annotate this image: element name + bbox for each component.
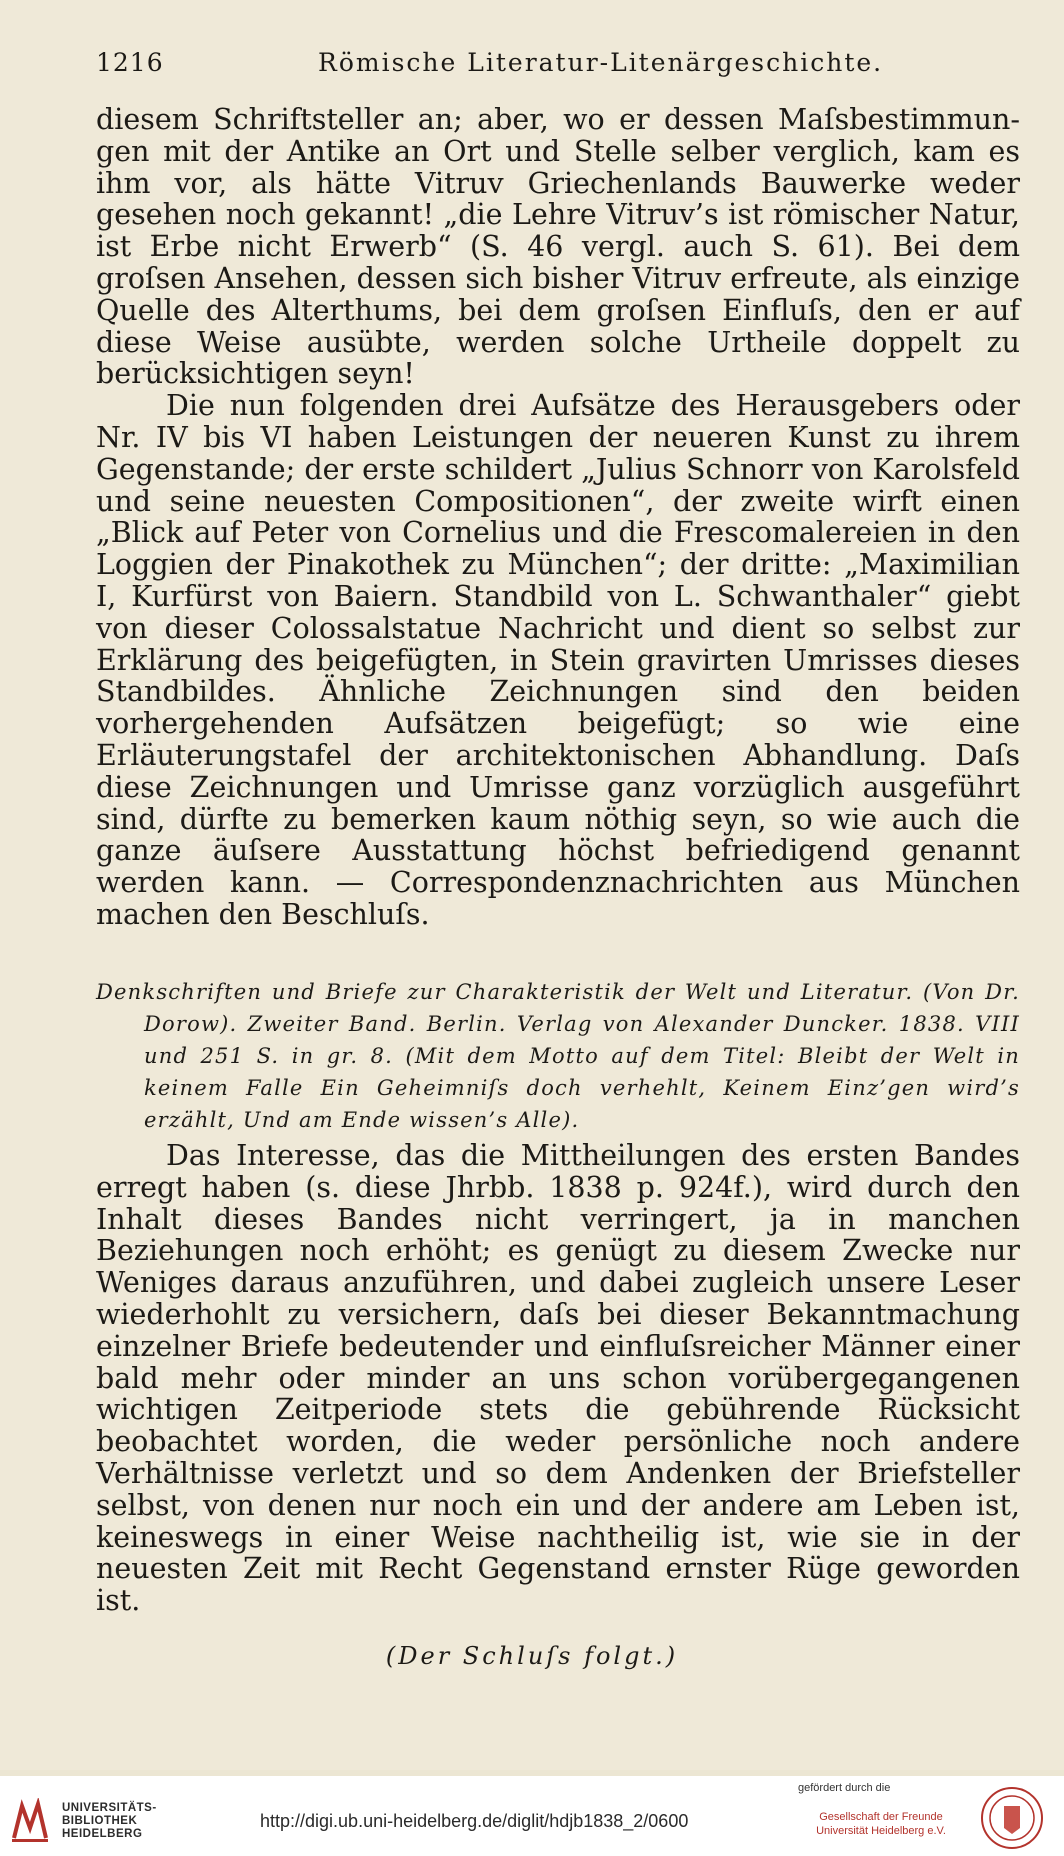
main-text (96, 104, 1020, 931)
review-paragraph: Das Interesse, das die Mittheilungen des ersten Bandes erregt haben (s. diese Jhrbb. 1838 p. 924f.), wird durch den Inhalt dieses Bandes nicht verringert, ja in manchen Beziehungen noch erhöht; es genügt zu diesem Zwecke nur Weniges daraus anzuführen, und dabei zugleich unsere Leser wiederhohlt zu versichern, daſs bei dieser Bekanntmachung einzelner Briefe bedeutender und einfluſsreicher Männer einer bald mehr oder minder an uns schon vorübergegangenen wichtigen Zeitperiode stets die gebührende Rücksicht beobachtet worden, die weder persönliche noch andere Verhältnisse verletzt und so dem Andenken der Briefsteller selbst, von denen nur noch ein und der andere am Leben ist, keineswegs in einer Weise nachtheilig ist, wie sie in der neuesten Zeit mit Recht Gegenstand ernster Rüge geworden ist. (96, 1139, 1020, 1618)
sponsor-label: gefördert durch die (798, 1782, 891, 1794)
paragraph-1: diesem Schriftsteller an; aber, wo er dessen Maſsbestimmungen mit der Antike an Ort und Stelle selber verglich, kam es ihm vor, als hätte Vitruv Griechenlands Bauwerke weder gesehen noch gekannt! „die Lehre Vitruv’s ist römischer Natur, ist Erbe nicht Erwerb“ (S. 46 vergl. auch S. 61). Bei dem groſsen Ansehen, dessen sich bisher Vitruv erfreute, als einzige Quelle des Alterthums, bei dem groſsen Einfluſs, den er auf diese Weise ausübte, werden solche Urtheile doppelt zu berücksichtigen seyn! (96, 103, 1020, 391)
sponsor-name[interactable] (796, 1810, 966, 1838)
library-name (62, 1802, 157, 1841)
library-logo-icon[interactable] (10, 1798, 50, 1844)
review-heading: Denkschriften und Briefe zur Charakteristik der Welt und Literatur. (Von Dr. Dorow). Zweiter Band. Berlin. Verlag von Alexander Duncker. 1838. VIII und 251 S. in gr. 8. (Mit dem Motto auf dem Titel: Bleibt der Welt in keinem Falle Ein Geheimniſs doch verhehlt, Keinem Einz’gen wird’s erzählt, Und am Ende wissen’s Alle). (96, 980, 1020, 1132)
page-number: 1216 (96, 48, 164, 77)
running-title: Römische Literatur-Litenärgeschichte. (318, 48, 884, 77)
review-heading-block (96, 976, 1020, 1136)
continuation-note: (Der Schluſs folgt.) (385, 1642, 679, 1670)
sponsor-line-2: Universität Heidelberg e.V. (816, 1825, 946, 1837)
library-name-line-1: UNIVERSITÄTS- (62, 1802, 157, 1814)
digitization-footer (0, 1776, 1064, 1856)
permalink-url[interactable]: http://digi.ub.uni-heidelberg.de/diglit/hdjb1838_2/0600 (260, 1811, 689, 1831)
university-seal-icon (980, 1786, 1044, 1850)
page-header (96, 48, 1014, 88)
library-name-line-2: BIBLIOTHEK (62, 1815, 138, 1827)
sponsor-line-1: Gesellschaft der Freunde (819, 1811, 943, 1823)
paragraph-2: Die nun folgenden drei Aufsätze des Herausgebers oder Nr. IV bis VI haben Leistungen der neueren Kunst zu ihrem Gegenstande; der erste schildert „Julius Schnorr von Karolsfeld und seine neuesten Compositionen“, der zweite wirft einen „Blick auf Peter von Cornelius und die Frescomalereien in den Loggien der Pinakothek zu München“; der dritte: „Maximilian I, Kurfürst von Baiern. Standbild von L. Schwanthaler“ giebt von dieser Colossalstatue Nachricht und dient so selbst zur Erklärung des beigefügten, in Stein gravirten Umrisses dieses Standbildes. Ähnliche Zeichnungen sind den beiden vorhergehenden Aufsätzen beigefügt; so wie eine Erläuterungstafel der architektonischen Abhandlung. Daſs diese Zeichnungen und Umrisse ganz vorzüglich ausgeführt sind, dürfte zu bemerken kaum nöthig seyn, so wie auch die ganze äuſsere Ausstattung höchst befriedigend genannt werden kann. — Correspondenznachrichten aus München machen den Beschluſs. (96, 389, 1020, 931)
review-text (96, 1140, 1020, 1617)
library-name-line-3: HEIDELBERG (62, 1828, 143, 1840)
